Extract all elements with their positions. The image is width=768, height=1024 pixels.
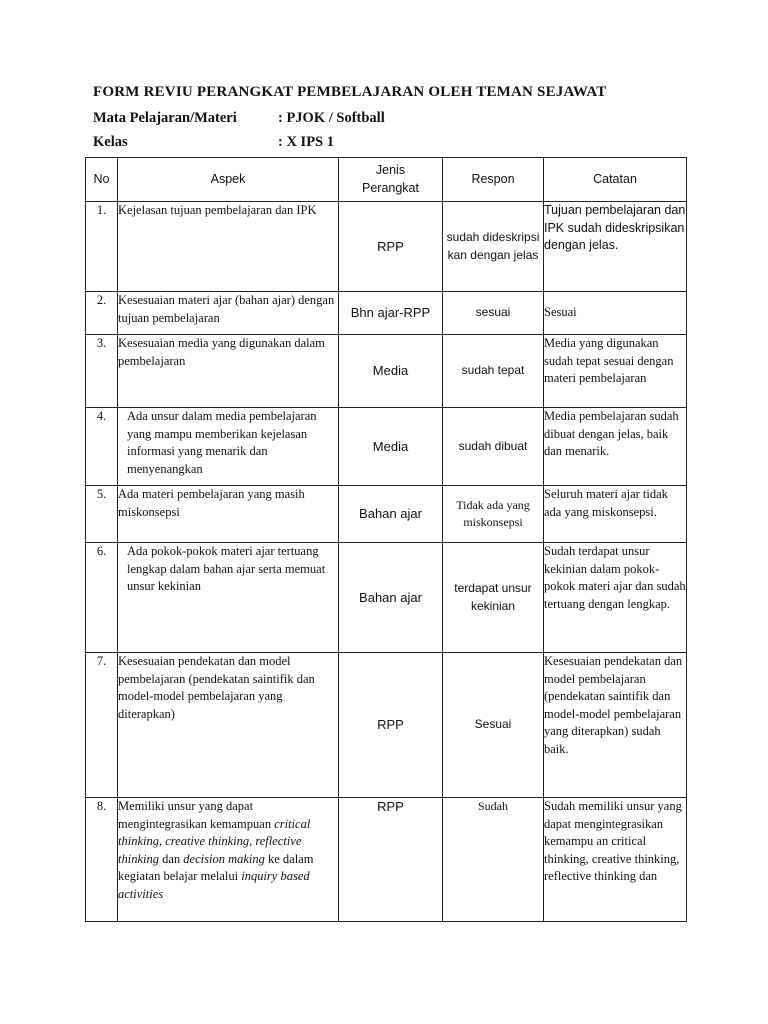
row-aspek: Kejelasan tujuan pembelajaran dan IPK [118,202,339,292]
row-aspek-part: Memiliki unsur yang dapat mengintegrasikan kemampuan [118,799,275,831]
row-respon: sesuai [443,292,544,335]
row-jenis: Bhn ajar-RPP [339,292,443,335]
subject-value: : PJOK / Softball [278,110,385,126]
table-row [86,408,687,486]
table-row [86,798,687,922]
row-aspek-italic: decision making [183,851,265,866]
row-respon: Sudah [443,798,544,922]
header-catatan: Catatan [544,158,687,202]
row-aspek [118,798,339,922]
row-number: 8. [86,798,118,922]
row-aspek: Kesesuaian pendekatan dan model pembelajaran (pendekatan saintifik dan model-model pembelajaran yang diterapkan) [118,653,339,798]
row-number: 3. [86,335,118,408]
table-row [86,335,687,408]
row-catatan: Tujuan pembelajaran dan IPK sudah dideskripsikan dengan jelas. [544,202,687,292]
row-aspek: Kesesuaian materi ajar (bahan ajar) dengan tujuan pembelajaran [118,292,339,335]
row-catatan: Sudah terdapat unsur kekinian dalam pokok-pokok materi ajar dan sudah tertuang dengan lengkap. [544,543,687,653]
row-number: 2. [86,292,118,335]
class-label: Kelas [93,134,128,150]
row-jenis: Bahan ajar [339,486,443,543]
row-respon: Tidak ada yang miskonsepsi [443,486,544,543]
row-catatan: Kesesuaian pendekatan dan model pembelajaran (pendekatan saintifik dan model-model pembelajaran yang diterapkan) sudah baik. [544,653,687,798]
row-jenis: Bahan ajar [339,543,443,653]
row-aspek: Ada unsur dalam media pembelajaran yang mampu memberikan kejelasan informasi yang menarik dan menyenangkan [118,408,339,486]
row-catatan: Media yang digunakan sudah tepat sesuai dengan materi pembelajaran [544,335,687,408]
row-catatan: Seluruh materi ajar tidak ada yang miskonsepsi. [544,486,687,543]
table-row [86,653,687,798]
review-table [85,157,687,922]
row-aspek: Ada pokok-pokok materi ajar tertuang lengkap dalam bahan ajar serta memuat unsur kekinian [118,543,339,653]
row-jenis: Media [339,335,443,408]
table-row [86,543,687,653]
row-jenis: RPP [339,653,443,798]
class-value: : X IPS 1 [278,134,334,150]
header-aspek: Aspek [118,158,339,202]
row-number: 5. [86,486,118,543]
table-row [86,486,687,543]
row-respon: terdapat unsur kekinian [443,543,544,653]
row-respon: sudah dibuat [443,408,544,486]
row-respon: sudah tepat [443,335,544,408]
row-number: 1. [86,202,118,292]
table-header-row [86,158,687,202]
row-aspek: Kesesuaian media yang digunakan dalam pembelajaran [118,335,339,408]
table-row [86,202,687,292]
form-title: FORM REVIU PERANGKAT PEMBELAJARAN OLEH TEMAN SEJAWAT [93,84,607,100]
row-aspek: Ada materi pembelajaran yang masih miskonsepsi [118,486,339,543]
row-catatan: Sudah memiliki unsur yang dapat mengintegrasikan kemampu an critical thinking, creative thinking, reflective thinking dan [544,798,687,922]
header-jenis-line2: Perangkat [362,180,419,195]
row-aspek-italic: critical thinking, creative thinking, reflective thinking [118,816,311,866]
header-jenis-line1: Jenis [375,163,406,177]
row-respon: sudah dideskripsi kan dengan jelas [443,202,544,292]
row-aspek-part: dan [158,851,184,866]
row-number: 7. [86,653,118,798]
row-aspek-italic: inquiry based activities [118,869,310,901]
row-jenis: Media [339,408,443,486]
row-jenis: RPP [339,798,443,922]
table-row [86,292,687,335]
row-number: 6. [86,543,118,653]
subject-label: Mata Pelajaran/Materi [93,110,237,126]
header-no: No [86,158,118,202]
row-number: 4. [86,408,118,486]
header-jenis-perangkat [339,158,443,202]
row-catatan: Media pembelajaran sudah dibuat dengan jelas, baik dan menarik. [544,408,687,486]
row-respon: Sesuai [443,653,544,798]
header-respon: Respon [443,158,544,202]
row-catatan: Sesuai [544,292,687,335]
row-jenis: RPP [339,202,443,292]
row-aspek-part: ke dalam kegiatan belajar melalui [118,851,314,883]
